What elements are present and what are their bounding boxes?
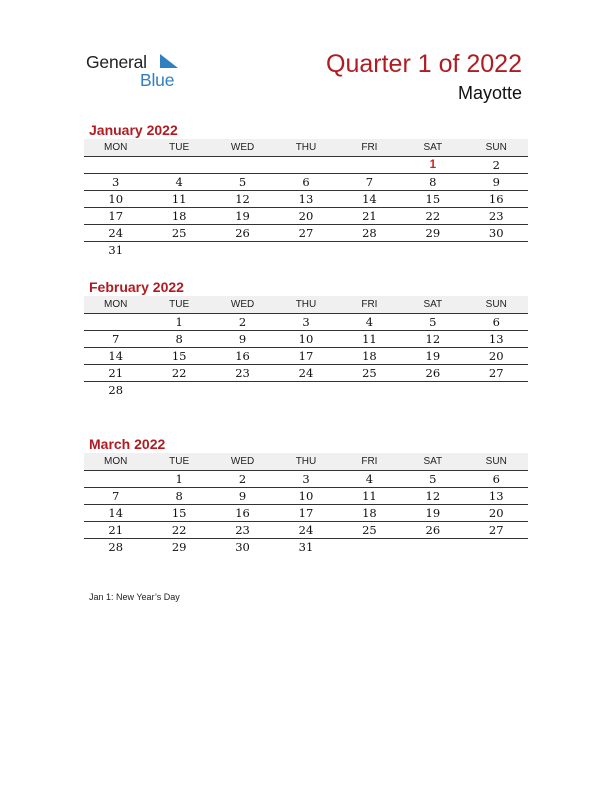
- day-cell: 22: [171, 523, 187, 537]
- day-cell: 25: [171, 226, 187, 240]
- week-row: [84, 174, 528, 191]
- day-cell: 12: [425, 332, 441, 346]
- week-row: [84, 157, 528, 174]
- empty-day-cell: [147, 242, 210, 258]
- day-cell: 10: [298, 332, 314, 346]
- day-cell: 18: [362, 506, 377, 520]
- day-cell: 19: [425, 349, 441, 363]
- day-cell: 28: [108, 540, 124, 554]
- day-cell: 3: [112, 175, 120, 189]
- month-title: February 2022: [89, 279, 184, 295]
- empty-day-cell: [401, 242, 464, 258]
- brand-triangle-icon: [160, 54, 178, 68]
- week-row: [84, 471, 528, 488]
- day-cell: 23: [488, 209, 504, 223]
- week-row: [84, 382, 528, 398]
- day-cell: 3: [302, 315, 310, 329]
- day-cell: 17: [108, 209, 124, 223]
- day-cell: 6: [302, 175, 310, 189]
- empty-day-cell: [274, 157, 337, 173]
- month-grid: [84, 314, 528, 398]
- weekday-fri: FRI: [361, 299, 378, 310]
- week-row: [84, 539, 528, 555]
- month-grid: [84, 471, 528, 555]
- weekday-sat: SAT: [423, 299, 443, 310]
- day-cell: 10: [108, 192, 124, 206]
- month-february: [84, 279, 528, 398]
- day-cell: 24: [298, 523, 314, 537]
- day-cell: 20: [488, 349, 504, 363]
- day-cell: 23: [235, 366, 250, 380]
- day-cell: 7: [365, 175, 374, 189]
- weekday-thu: THU: [295, 299, 317, 310]
- month-grid: [84, 157, 528, 258]
- weekday-sun: SUN: [485, 299, 507, 310]
- day-cell: 6: [492, 472, 500, 486]
- day-cell: 14: [108, 349, 124, 363]
- weekday-tue: TUE: [169, 299, 190, 310]
- holiday-note: Jan 1: New Year’s Day: [89, 592, 180, 602]
- day-cell: 5: [429, 315, 437, 329]
- day-cell: 19: [235, 209, 250, 223]
- day-cell: 23: [235, 523, 250, 537]
- week-row: [84, 242, 528, 258]
- weekday-fri: FRI: [361, 142, 378, 153]
- day-cell: 24: [298, 366, 314, 380]
- empty-day-cell: [147, 157, 210, 173]
- empty-day-cell: [147, 382, 210, 398]
- weekday-header-row: [84, 296, 528, 314]
- day-cell: 25: [362, 523, 377, 537]
- empty-day-cell: [211, 242, 274, 258]
- weekday-thu: THU: [295, 456, 317, 467]
- week-row: [84, 191, 528, 208]
- day-cell: 30: [488, 226, 504, 240]
- day-cell: 17: [298, 349, 314, 363]
- day-cell: 15: [171, 506, 187, 520]
- day-cell: 13: [298, 192, 314, 206]
- brand-word-blue: Blue: [140, 70, 175, 90]
- page-title: Quarter 1 of 2022: [326, 50, 522, 78]
- empty-day-cell: [338, 539, 401, 555]
- week-row: [84, 348, 528, 365]
- empty-day-cell: [401, 539, 464, 555]
- empty-day-cell: [84, 314, 147, 330]
- empty-day-cell: [338, 157, 401, 173]
- weekday-mon: MON: [104, 142, 128, 153]
- weekday-sat: SAT: [423, 142, 443, 153]
- day-cell: 21: [362, 209, 377, 223]
- day-cell: 29: [171, 540, 187, 554]
- brand-word-general: General: [86, 52, 147, 72]
- day-cell: 29: [425, 226, 441, 240]
- day-cell: 5: [238, 175, 247, 189]
- day-cell: 1: [429, 159, 437, 171]
- empty-day-cell: [401, 382, 464, 398]
- empty-day-cell: [274, 242, 337, 258]
- day-cell: 20: [488, 506, 504, 520]
- week-row: [84, 331, 528, 348]
- day-cell: 4: [175, 175, 183, 189]
- day-cell: 7: [112, 332, 120, 346]
- day-cell: 13: [488, 332, 504, 346]
- day-cell: 1: [175, 472, 183, 486]
- empty-day-cell: [338, 242, 401, 258]
- week-row: [84, 488, 528, 505]
- day-cell: 2: [492, 158, 500, 172]
- day-cell: 19: [425, 506, 441, 520]
- weekday-sun: SUN: [485, 142, 507, 153]
- month-title: January 2022: [89, 122, 178, 138]
- week-row: [84, 225, 528, 242]
- day-cell: 26: [425, 523, 441, 537]
- empty-day-cell: [274, 382, 337, 398]
- month-january: [84, 122, 528, 258]
- day-cell: 8: [175, 489, 183, 503]
- day-cell: 25: [362, 366, 377, 380]
- weekday-mon: MON: [104, 456, 128, 467]
- day-cell: 22: [425, 209, 441, 223]
- day-cell: 12: [235, 192, 250, 206]
- weekday-sat: SAT: [423, 456, 443, 467]
- empty-day-cell: [211, 157, 274, 173]
- day-cell: 18: [171, 209, 187, 223]
- country-name: Mayotte: [457, 83, 522, 103]
- weekday-tue: TUE: [169, 456, 190, 467]
- day-cell: 15: [425, 192, 441, 206]
- day-cell: 9: [492, 175, 500, 189]
- weekday-wed: WED: [230, 299, 255, 310]
- day-cell: 1: [175, 315, 183, 329]
- day-cell: 10: [298, 489, 314, 503]
- day-cell: 17: [298, 506, 314, 520]
- day-cell: 11: [171, 192, 187, 206]
- weekday-wed: WED: [230, 142, 255, 153]
- day-cell: 20: [298, 209, 314, 223]
- day-cell: 26: [425, 366, 441, 380]
- weekday-wed: WED: [230, 456, 255, 467]
- day-cell: 9: [238, 332, 247, 346]
- day-cell: 22: [171, 366, 187, 380]
- day-cell: 14: [108, 506, 124, 520]
- day-cell: 11: [362, 332, 377, 346]
- day-cell: 21: [108, 523, 124, 537]
- weekday-fri: FRI: [361, 456, 378, 467]
- day-cell: 31: [108, 243, 124, 257]
- week-row: [84, 522, 528, 539]
- week-row: [84, 365, 528, 382]
- empty-day-cell: [465, 242, 528, 258]
- day-cell: 7: [112, 489, 120, 503]
- day-cell: 2: [238, 315, 247, 329]
- day-cell: 28: [362, 226, 377, 240]
- day-cell: 27: [298, 226, 314, 240]
- month-march: [84, 436, 528, 555]
- empty-day-cell: [465, 382, 528, 398]
- day-cell: 27: [488, 366, 504, 380]
- day-cell: 18: [362, 349, 377, 363]
- day-cell: 24: [108, 226, 124, 240]
- day-cell: 21: [108, 366, 124, 380]
- day-cell: 5: [429, 472, 437, 486]
- day-cell: 4: [365, 315, 374, 329]
- day-cell: 31: [298, 540, 314, 554]
- day-cell: 2: [238, 472, 247, 486]
- weekday-header-row: [84, 139, 528, 157]
- day-cell: 12: [425, 489, 441, 503]
- empty-day-cell: [84, 471, 147, 487]
- day-cell: 6: [492, 315, 500, 329]
- day-cell: 26: [235, 226, 250, 240]
- day-cell: 15: [171, 349, 187, 363]
- day-cell: 16: [235, 506, 250, 520]
- weekday-mon: MON: [104, 299, 128, 310]
- day-cell: 14: [362, 192, 377, 206]
- day-cell: 4: [365, 472, 374, 486]
- day-cell: 27: [488, 523, 504, 537]
- empty-day-cell: [338, 382, 401, 398]
- month-title: March 2022: [89, 436, 166, 452]
- day-cell: 11: [362, 489, 377, 503]
- brand-logo: [86, 52, 196, 92]
- weekday-tue: TUE: [169, 142, 190, 153]
- week-row: [84, 314, 528, 331]
- day-cell: 9: [238, 489, 247, 503]
- day-cell: 13: [488, 489, 504, 503]
- weekday-sun: SUN: [485, 456, 507, 467]
- empty-day-cell: [84, 157, 147, 173]
- week-row: [84, 208, 528, 225]
- day-cell: 3: [302, 472, 310, 486]
- weekday-thu: THU: [295, 142, 317, 153]
- empty-day-cell: [211, 382, 274, 398]
- day-cell: 8: [429, 175, 437, 189]
- week-row: [84, 505, 528, 522]
- weekday-header-row: [84, 453, 528, 471]
- empty-day-cell: [465, 539, 528, 555]
- day-cell: 28: [108, 383, 124, 397]
- day-cell: 16: [235, 349, 250, 363]
- day-cell: 30: [235, 540, 250, 554]
- day-cell: 16: [488, 192, 504, 206]
- day-cell: 8: [175, 332, 183, 346]
